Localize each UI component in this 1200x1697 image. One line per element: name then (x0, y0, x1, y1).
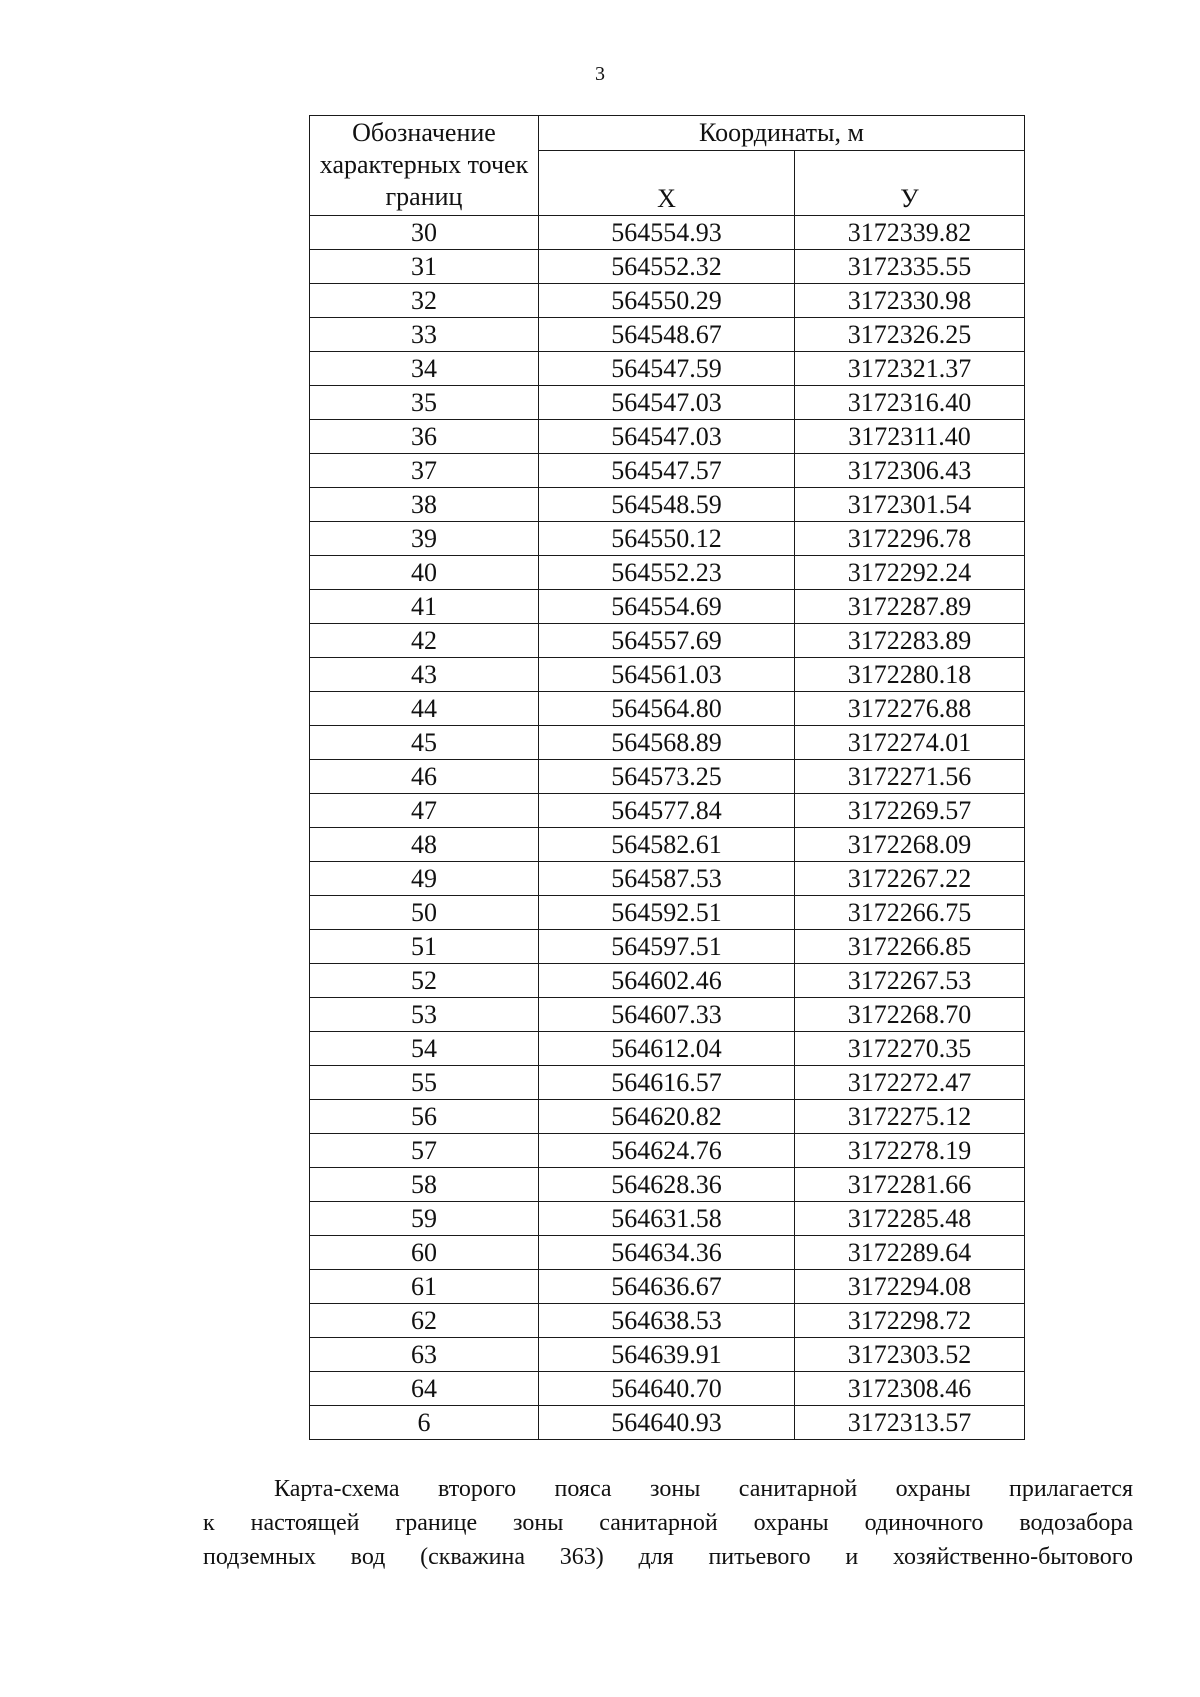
table-row (310, 726, 1025, 760)
table-row (310, 1406, 1025, 1440)
label-column-header: Обозначение характерных точек границ (310, 116, 539, 216)
point-number-cell: 36 (310, 420, 539, 454)
table-row (310, 998, 1025, 1032)
point-number-cell: 37 (310, 454, 539, 488)
y-coordinate-cell: 3172280.18 (795, 658, 1025, 692)
x-coordinate-cell: 564587.53 (539, 862, 795, 896)
header-row-1 (310, 116, 1025, 151)
y-coordinate-cell: 3172294.08 (795, 1270, 1025, 1304)
table-row (310, 386, 1025, 420)
y-coordinate-cell: 3172281.66 (795, 1168, 1025, 1202)
paragraph-line: к настоящей границе зоны санитарной охраны одиночного водозабора (203, 1510, 1133, 1536)
point-number-cell: 62 (310, 1304, 539, 1338)
y-coordinate-cell: 3172321.37 (795, 352, 1025, 386)
table-row (310, 590, 1025, 624)
y-coordinate-cell: 3172266.75 (795, 896, 1025, 930)
point-number-cell: 32 (310, 284, 539, 318)
x-coordinate-cell: 564640.70 (539, 1372, 795, 1406)
point-number-cell: 57 (310, 1134, 539, 1168)
x-coordinate-cell: 564564.80 (539, 692, 795, 726)
point-number-cell: 51 (310, 930, 539, 964)
y-coordinate-cell: 3172269.57 (795, 794, 1025, 828)
table-row (310, 658, 1025, 692)
table-row (310, 760, 1025, 794)
table-row (310, 284, 1025, 318)
point-number-cell: 58 (310, 1168, 539, 1202)
y-coordinate-cell: 3172326.25 (795, 318, 1025, 352)
y-coordinate-cell: 3172271.56 (795, 760, 1025, 794)
x-coordinate-cell: 564634.36 (539, 1236, 795, 1270)
y-coordinate-cell: 3172268.09 (795, 828, 1025, 862)
point-number-cell: 34 (310, 352, 539, 386)
table-row (310, 794, 1025, 828)
table-row (310, 1066, 1025, 1100)
x-coordinate-cell: 564547.59 (539, 352, 795, 386)
table-row (310, 1202, 1025, 1236)
table-row (310, 964, 1025, 998)
x-coordinate-cell: 564550.12 (539, 522, 795, 556)
y-coordinate-cell: 3172283.89 (795, 624, 1025, 658)
table-row (310, 488, 1025, 522)
y-coordinate-cell: 3172268.70 (795, 998, 1025, 1032)
table-row (310, 1270, 1025, 1304)
x-coordinate-cell: 564550.29 (539, 284, 795, 318)
paragraph-line: подземных вод (скважина 363) для питьевого и хозяйственно-бытового (203, 1544, 1133, 1570)
y-coordinate-cell: 3172278.19 (795, 1134, 1025, 1168)
point-number-cell: 43 (310, 658, 539, 692)
point-number-cell: 50 (310, 896, 539, 930)
y-coordinate-cell: 3172316.40 (795, 386, 1025, 420)
point-number-cell: 31 (310, 250, 539, 284)
table-header (310, 116, 1025, 216)
coordinates-table (309, 115, 1025, 1440)
point-number-cell: 33 (310, 318, 539, 352)
y-coordinate-cell: 3172275.12 (795, 1100, 1025, 1134)
x-coordinate-cell: 564631.58 (539, 1202, 795, 1236)
y-coordinate-cell: 3172301.54 (795, 488, 1025, 522)
x-coordinate-cell: 564561.03 (539, 658, 795, 692)
table-row (310, 692, 1025, 726)
y-coordinate-cell: 3172311.40 (795, 420, 1025, 454)
point-number-cell: 44 (310, 692, 539, 726)
x-coordinate-cell: 564624.76 (539, 1134, 795, 1168)
coordinates-group-header: Координаты, м (539, 116, 1025, 151)
body-paragraph (203, 1472, 1133, 1574)
table-row (310, 318, 1025, 352)
point-number-cell: 35 (310, 386, 539, 420)
point-number-cell: 38 (310, 488, 539, 522)
table-row (310, 862, 1025, 896)
point-number-cell: 64 (310, 1372, 539, 1406)
table-row (310, 1032, 1025, 1066)
y-coordinate-cell: 3172339.82 (795, 216, 1025, 250)
y-coordinate-cell: 3172267.53 (795, 964, 1025, 998)
x-coordinate-cell: 564552.23 (539, 556, 795, 590)
y-coordinate-cell: 3172266.85 (795, 930, 1025, 964)
page-number: 3 (595, 63, 605, 85)
point-number-cell: 30 (310, 216, 539, 250)
x-coordinate-cell: 564640.93 (539, 1406, 795, 1440)
table-row (310, 1168, 1025, 1202)
y-column-header: У (795, 151, 1025, 216)
point-number-cell: 53 (310, 998, 539, 1032)
y-coordinate-cell: 3172313.57 (795, 1406, 1025, 1440)
table-row (310, 454, 1025, 488)
y-coordinate-cell: 3172285.48 (795, 1202, 1025, 1236)
y-coordinate-cell: 3172308.46 (795, 1372, 1025, 1406)
y-coordinate-cell: 3172274.01 (795, 726, 1025, 760)
x-coordinate-cell: 564628.36 (539, 1168, 795, 1202)
point-number-cell: 45 (310, 726, 539, 760)
point-number-cell: 47 (310, 794, 539, 828)
point-number-cell: 60 (310, 1236, 539, 1270)
table-row (310, 556, 1025, 590)
x-coordinate-cell: 564639.91 (539, 1338, 795, 1372)
x-coordinate-cell: 564620.82 (539, 1100, 795, 1134)
point-number-cell: 56 (310, 1100, 539, 1134)
table-row (310, 250, 1025, 284)
point-number-cell: 46 (310, 760, 539, 794)
y-coordinate-cell: 3172272.47 (795, 1066, 1025, 1100)
x-coordinate-cell: 564552.32 (539, 250, 795, 284)
table-row (310, 1338, 1025, 1372)
y-coordinate-cell: 3172306.43 (795, 454, 1025, 488)
table-row (310, 1304, 1025, 1338)
x-coordinate-cell: 564582.61 (539, 828, 795, 862)
table-row (310, 1236, 1025, 1270)
y-coordinate-cell: 3172267.22 (795, 862, 1025, 896)
x-coordinate-cell: 564554.69 (539, 590, 795, 624)
y-coordinate-cell: 3172292.24 (795, 556, 1025, 590)
table-row (310, 352, 1025, 386)
y-coordinate-cell: 3172276.88 (795, 692, 1025, 726)
point-number-cell: 49 (310, 862, 539, 896)
table-row (310, 828, 1025, 862)
x-coordinate-cell: 564547.03 (539, 420, 795, 454)
x-coordinate-cell: 564568.89 (539, 726, 795, 760)
y-coordinate-cell: 3172289.64 (795, 1236, 1025, 1270)
x-coordinate-cell: 564607.33 (539, 998, 795, 1032)
x-coordinate-cell: 564602.46 (539, 964, 795, 998)
x-coordinate-cell: 564592.51 (539, 896, 795, 930)
point-number-cell: 41 (310, 590, 539, 624)
point-number-cell: 63 (310, 1338, 539, 1372)
y-coordinate-cell: 3172335.55 (795, 250, 1025, 284)
point-number-cell: 40 (310, 556, 539, 590)
table-row (310, 930, 1025, 964)
table-row (310, 1100, 1025, 1134)
point-number-cell: 52 (310, 964, 539, 998)
point-number-cell: 42 (310, 624, 539, 658)
table-row (310, 522, 1025, 556)
y-coordinate-cell: 3172330.98 (795, 284, 1025, 318)
y-coordinate-cell: 3172303.52 (795, 1338, 1025, 1372)
x-coordinate-cell: 564636.67 (539, 1270, 795, 1304)
x-coordinate-cell: 564548.59 (539, 488, 795, 522)
y-coordinate-cell: 3172270.35 (795, 1032, 1025, 1066)
point-number-cell: 61 (310, 1270, 539, 1304)
table-row (310, 420, 1025, 454)
x-coordinate-cell: 564547.57 (539, 454, 795, 488)
point-number-cell: 6 (310, 1406, 539, 1440)
x-column-header: Х (539, 151, 795, 216)
x-coordinate-cell: 564638.53 (539, 1304, 795, 1338)
table-row (310, 216, 1025, 250)
point-number-cell: 55 (310, 1066, 539, 1100)
x-coordinate-cell: 564577.84 (539, 794, 795, 828)
x-coordinate-cell: 564597.51 (539, 930, 795, 964)
x-coordinate-cell: 564548.67 (539, 318, 795, 352)
y-coordinate-cell: 3172296.78 (795, 522, 1025, 556)
y-coordinate-cell: 3172287.89 (795, 590, 1025, 624)
y-coordinate-cell: 3172298.72 (795, 1304, 1025, 1338)
point-number-cell: 39 (310, 522, 539, 556)
table-row (310, 624, 1025, 658)
table-body (310, 216, 1025, 1440)
point-number-cell: 48 (310, 828, 539, 862)
x-coordinate-cell: 564612.04 (539, 1032, 795, 1066)
paragraph-line: Карта-схема второго пояса зоны санитарной охраны прилагается (274, 1476, 1133, 1502)
x-coordinate-cell: 564547.03 (539, 386, 795, 420)
x-coordinate-cell: 564557.69 (539, 624, 795, 658)
x-coordinate-cell: 564573.25 (539, 760, 795, 794)
x-coordinate-cell: 564616.57 (539, 1066, 795, 1100)
point-number-cell: 54 (310, 1032, 539, 1066)
table-row (310, 896, 1025, 930)
x-coordinate-cell: 564554.93 (539, 216, 795, 250)
point-number-cell: 59 (310, 1202, 539, 1236)
table-row (310, 1134, 1025, 1168)
table-row (310, 1372, 1025, 1406)
